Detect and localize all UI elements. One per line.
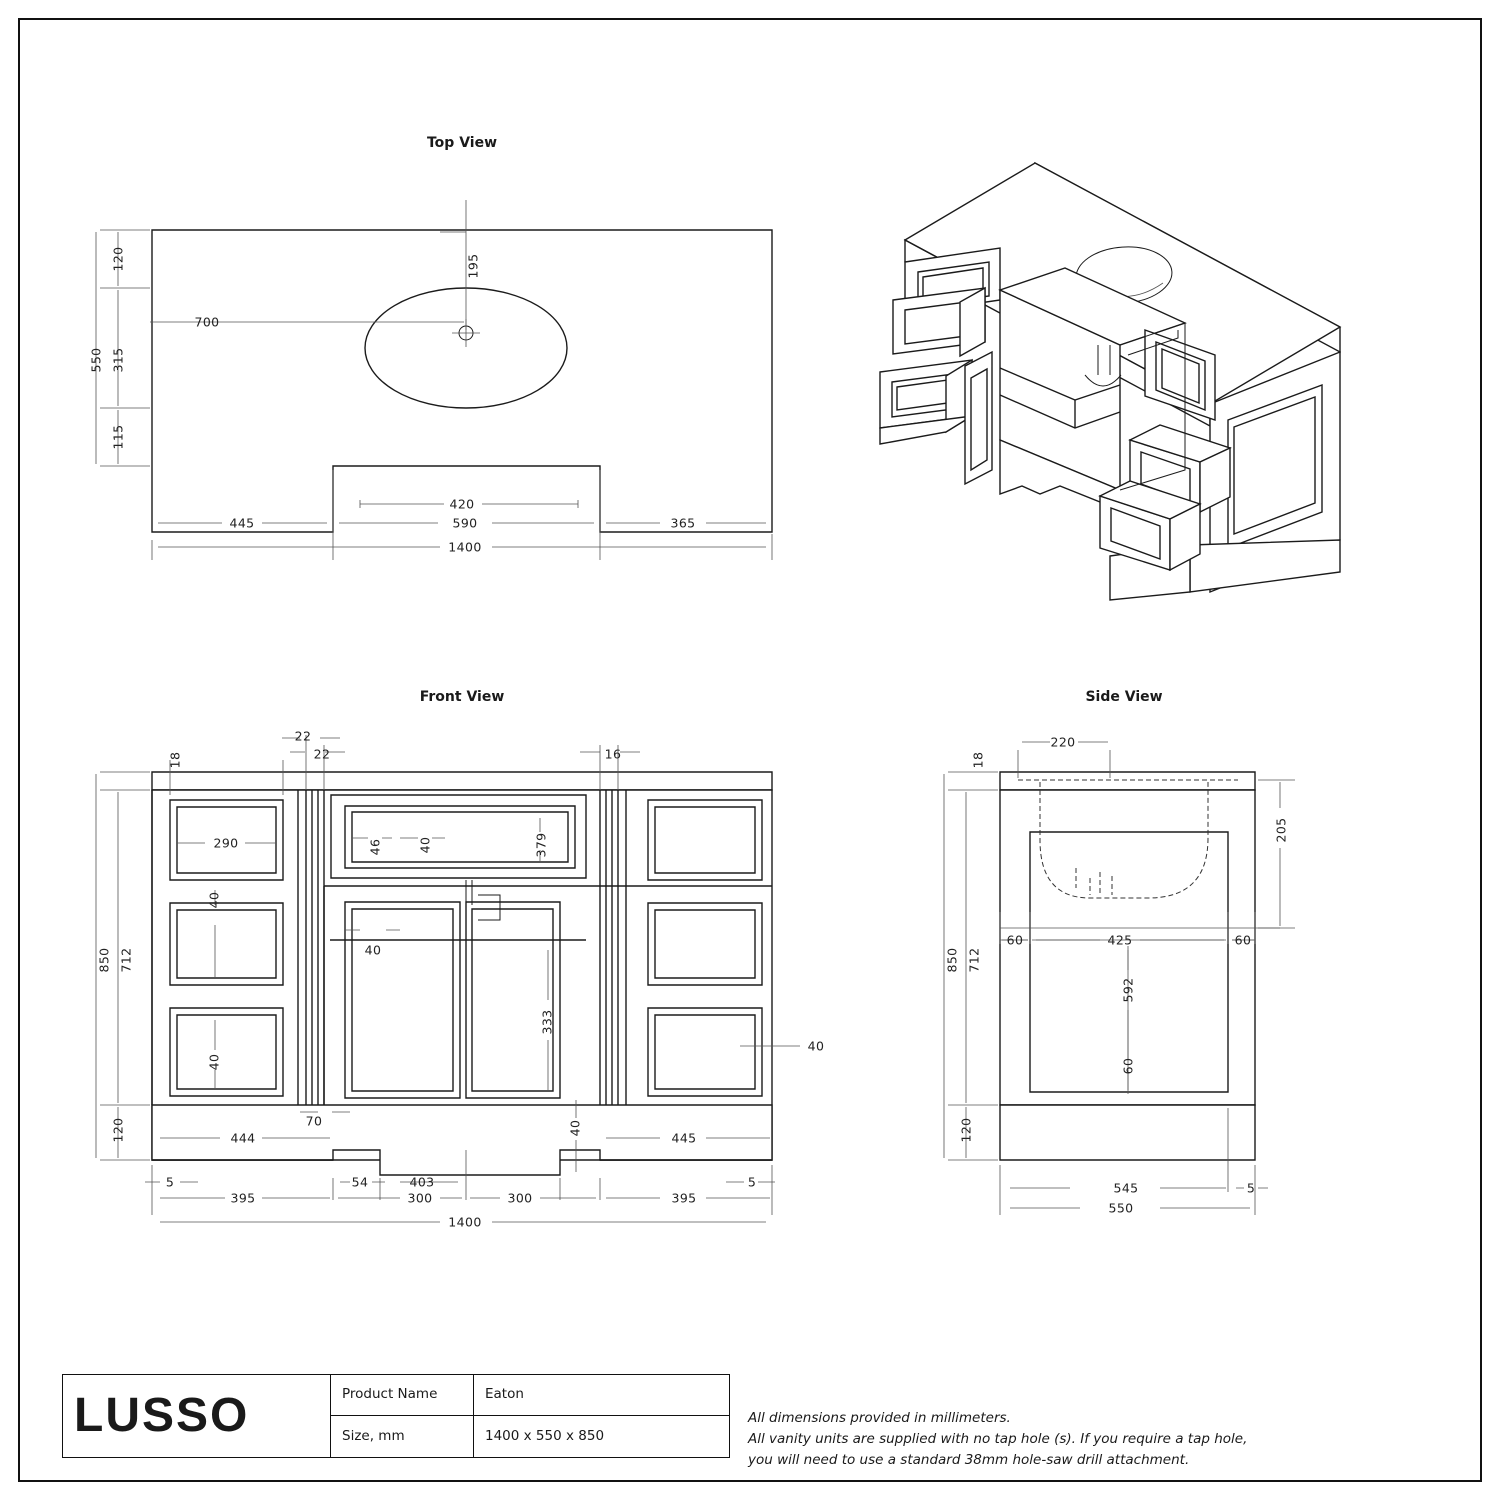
dim-front-54: 54 xyxy=(351,1174,369,1190)
size-label: Size, mm xyxy=(342,1428,405,1444)
dim-front-712: 712 xyxy=(118,947,134,973)
dim-side-850: 850 xyxy=(944,947,960,973)
dim-front-445: 445 xyxy=(671,1130,697,1146)
dim-side-425: 425 xyxy=(1107,932,1133,948)
dim-side-712: 712 xyxy=(966,947,982,973)
dim-side-550: 550 xyxy=(1108,1200,1134,1216)
dim-front-70: 70 xyxy=(305,1113,323,1129)
dim-side-60a: 60 xyxy=(1006,932,1024,948)
dim-front-5b: 5 xyxy=(747,1174,757,1190)
dim-front-5a: 5 xyxy=(165,1174,175,1190)
title-block-table xyxy=(330,1374,730,1458)
dim-front-18: 18 xyxy=(167,751,183,769)
dim-top-420: 420 xyxy=(449,496,475,512)
dim-front-40d: 40 xyxy=(206,1053,222,1071)
dim-top-315: 315 xyxy=(110,347,126,373)
dim-front-22a: 22 xyxy=(294,728,312,744)
dim-front-395a: 395 xyxy=(230,1190,256,1206)
dim-front-40f: 40 xyxy=(567,1119,583,1137)
dim-front-379: 379 xyxy=(533,832,549,858)
dim-side-592: 592 xyxy=(1120,977,1136,1003)
dim-front-395b: 395 xyxy=(671,1190,697,1206)
isometric-view xyxy=(880,163,1340,600)
product-name-value: Eaton xyxy=(485,1386,524,1402)
front-view-title: Front View xyxy=(419,689,505,705)
dim-top-550: 550 xyxy=(88,347,104,373)
top-view-outline xyxy=(152,230,772,532)
dim-side-18: 18 xyxy=(970,751,986,769)
dim-side-120: 120 xyxy=(958,1117,974,1143)
front-view-outline xyxy=(152,772,772,1175)
dim-front-850: 850 xyxy=(96,947,112,973)
dim-front-22b: 22 xyxy=(313,746,331,762)
dim-top-195: 195 xyxy=(465,253,481,279)
dim-front-403: 403 xyxy=(409,1174,435,1190)
dim-front-40a: 40 xyxy=(417,836,433,854)
dim-front-16: 16 xyxy=(604,746,622,762)
size-value: 1400 x 550 x 850 xyxy=(485,1428,605,1444)
side-view-title: Side View xyxy=(1085,689,1163,705)
dim-side-205: 205 xyxy=(1273,817,1289,843)
dim-front-300b: 300 xyxy=(507,1190,533,1206)
dim-top-1400: 1400 xyxy=(448,539,482,555)
dim-front-40c: 40 xyxy=(364,942,382,958)
brand-logo: LUSSO xyxy=(74,1389,250,1442)
dim-front-444: 444 xyxy=(230,1130,256,1146)
dim-side-5: 5 xyxy=(1246,1180,1256,1196)
dim-side-60b: 60 xyxy=(1234,932,1252,948)
dim-front-40b: 40 xyxy=(206,891,222,909)
product-name-label: Product Name xyxy=(342,1386,438,1402)
dim-top-700: 700 xyxy=(194,314,220,330)
dim-front-300a: 300 xyxy=(407,1190,433,1206)
dim-top-590: 590 xyxy=(452,515,478,531)
note-line-1: All dimensions provided in millimeters. xyxy=(748,1410,1011,1426)
dim-front-290: 290 xyxy=(213,835,239,851)
dim-front-1400: 1400 xyxy=(448,1214,482,1230)
note-line-3: you will need to use a standard 38mm hole-saw drill attachment. xyxy=(748,1452,1190,1468)
dim-top-115: 115 xyxy=(110,424,126,450)
dim-front-333: 333 xyxy=(539,1009,555,1035)
dim-side-220: 220 xyxy=(1050,734,1076,750)
top-view-title: Top View xyxy=(426,135,498,151)
dim-front-46: 46 xyxy=(367,838,383,856)
dim-top-445: 445 xyxy=(229,515,255,531)
dim-side-60c: 60 xyxy=(1120,1057,1136,1075)
dim-front-40e: 40 xyxy=(807,1038,825,1054)
side-view-outline xyxy=(1000,772,1255,1160)
note-line-2: All vanity units are supplied with no tap hole (s). If you require a tap hole, xyxy=(748,1431,1248,1447)
dim-side-545: 545 xyxy=(1113,1180,1139,1196)
dim-top-120: 120 xyxy=(110,246,126,272)
dim-top-365: 365 xyxy=(670,515,696,531)
dim-front-120: 120 xyxy=(110,1117,126,1143)
